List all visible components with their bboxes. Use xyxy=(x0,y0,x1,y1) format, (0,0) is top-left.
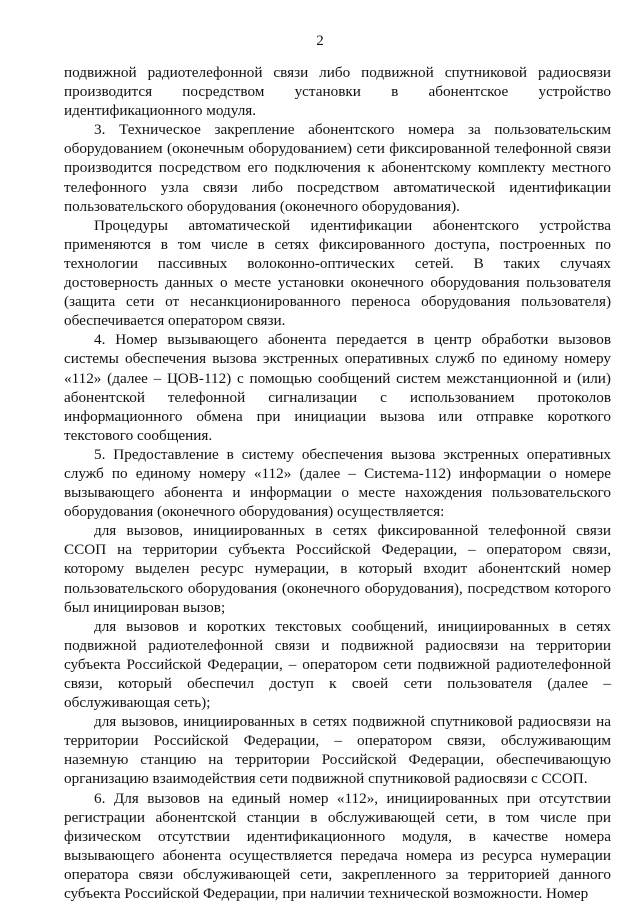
paragraph-item-5: 5. Предоставление в систему обеспечения вызова экстренных оперативных служб по единому номеру «112» (далее – Система-112) информации о номере вызывающего абонента и информации о месте нахождения пользовательского оборудования (оконечного оборудования) осуществляется: xyxy=(64,445,611,521)
paragraph-fixed-network-calls: для вызовов, инициированных в сетях фиксированной телефонной связи ССОП на территории субъекта Российской Федерации, – оператором связи, которому выделен ресурс нумерации, в который входит абонентский номер пользовательского оборудования (оконечного оборудования), посредством которого был инициирован вызов; xyxy=(64,522,611,616)
paragraph-identification-procedures: Процедуры автоматической идентификации абонентского устройства применяются в том числе в сетях фиксированного доступа, построенных по технологии пассивных волоконно-оптических сетей. В таких случаях достоверность данных о месте установки оконечного оборудования пользователя (защита сети от несанкционированного переноса оборудования пользователя) обеспечивается оператором связи. xyxy=(64,216,611,330)
document-body xyxy=(64,63,611,903)
paragraph-item-6: 6. Для вызовов на единый номер «112», инициированных при отсутствии регистрации абонентской станции в обслуживающей сети, в том числе при физическом отсутствии идентификационного модуля, в качестве номера вызывающего абонента осуществляется передача номера из ресурса нумерации оператора связи обслуживающей сети, закрепленного за территорией данного субъекта Российской Федерации, при наличии технической возможности. Номер xyxy=(64,789,611,903)
paragraph-continuation: подвижной радиотелефонной связи либо подвижной спутниковой радиосвязи производится посредством установки в абонентское устройство идентификационного модуля. xyxy=(64,64,611,120)
paragraph-mobile-network-calls: для вызовов и коротких текстовых сообщений, инициированных в сетях подвижной радиотелефонной связи и подвижной радиосвязи на территории субъекта Российской Федерации, – оператором сети подвижной радиотелефонной связи, который обеспечил доступ к своей сети пользователя (далее – обслуживающая сеть); xyxy=(64,617,611,712)
paragraph-item-3: 3. Техническое закрепление абонентского номера за пользовательским оборудованием (оконечным оборудованием) сети фиксированной телефонной связи производится посредством его подключения к абонентскому комплекту местного телефонного узла связи либо посредством автоматической идентификации пользовательского оборудования (оконечного оборудования). xyxy=(64,121,611,215)
paragraph-item-4: 4. Номер вызывающего абонента передается в центр обработки вызовов системы обеспечения вызова экстренных оперативных служб по единому номеру «112» (далее – ЦОВ-112) с помощью сообщений систем межстанционной и (или) абонентской телефонной сигнализации с использованием протоколов информационного обмена при инициации вызова или отправке короткого текстового сообщения. xyxy=(64,331,611,444)
paragraph-satellite-network-calls: для вызовов, инициированных в сетях подвижной спутниковой радиосвязи на территории Российской Федерации, – оператором связи, обслуживающим наземную станцию на территории Российской Федерации, обеспечивающую организацию взаимодействия сети подвижной спутниковой радиосвязи с ССОП. xyxy=(64,713,611,788)
page-number: 2 xyxy=(316,33,324,49)
